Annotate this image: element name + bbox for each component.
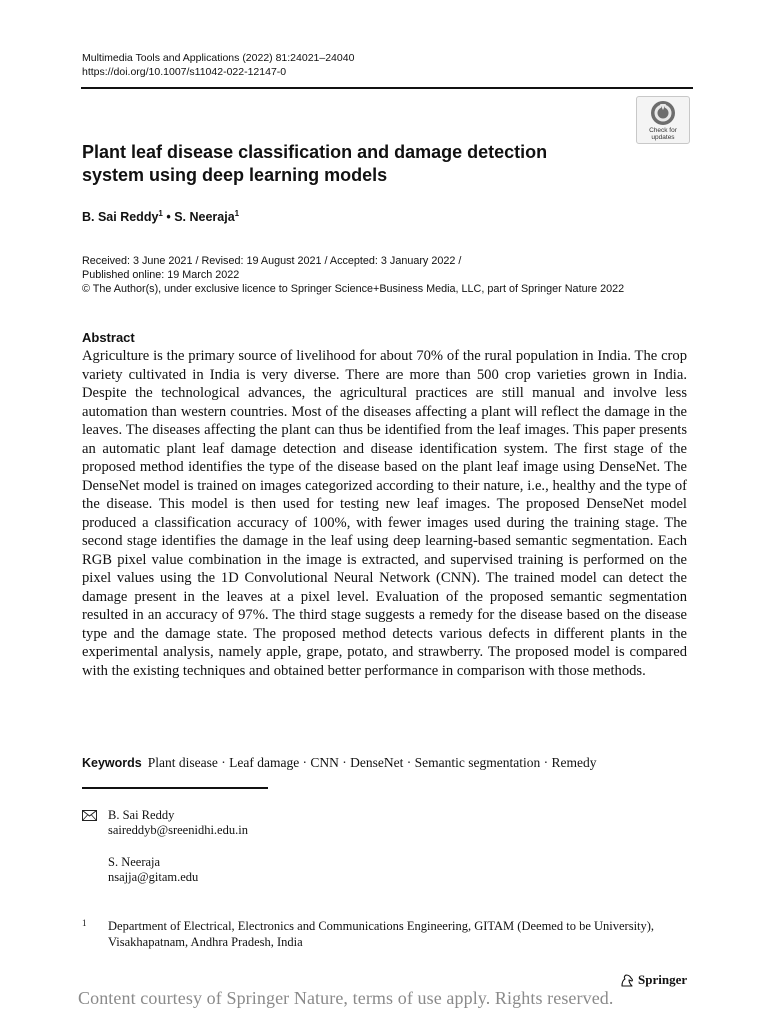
header-rule xyxy=(81,87,693,89)
check-for-updates-badge[interactable] xyxy=(636,96,690,144)
corresponding-contact xyxy=(108,855,198,885)
affiliation-marker: 1 xyxy=(234,208,240,218)
publisher-name: Springer xyxy=(638,972,688,987)
courtesy-notice: Content courtesy of Springer Nature, terms of use apply. Rights reserved. xyxy=(78,988,614,1008)
springer-horse-icon xyxy=(620,974,634,987)
author-line xyxy=(82,210,239,224)
contact-email[interactable]: nsajja@gitam.edu xyxy=(108,870,199,884)
contact-name: S. Neeraja xyxy=(108,855,161,869)
check-updates-label-2: updates xyxy=(651,134,675,141)
published-online-date: Published online: 19 March 2022 xyxy=(82,269,240,281)
author-separator: • xyxy=(162,210,175,224)
keywords-label: Keywords xyxy=(82,756,142,770)
copyright-notice: © The Author(s), under exclusive licence to Springer Science+Business Media, LLC, part of Springer Nature 2022 xyxy=(82,283,625,295)
history-dates: Received: 3 June 2021 / Revised: 19 August 2021 / Accepted: 3 January 2022 / xyxy=(82,255,462,267)
footnote-rule xyxy=(82,787,268,789)
publication-dates xyxy=(82,254,624,296)
springer-logo xyxy=(620,972,687,988)
contact-email[interactable]: saireddyb@sreenidhi.edu.in xyxy=(108,823,248,837)
journal-citation: Multimedia Tools and Applications (2022) 81:24021–24040 xyxy=(82,52,355,64)
journal-header xyxy=(82,51,354,79)
author-name[interactable]: B. Sai Reddy xyxy=(82,210,159,224)
keywords xyxy=(82,754,596,772)
check-updates-label-1: Check for xyxy=(649,127,677,134)
affiliation-marker: 1 xyxy=(158,208,163,218)
envelope-icon xyxy=(82,810,97,821)
abstract-heading: Abstract xyxy=(82,330,135,345)
keywords-list: Plant disease · Leaf damage · CNN · DenseNet · Semantic segmentation · Remedy xyxy=(147,755,597,770)
paper-title: Plant leaf disease classification and damage detection system using deep learning models xyxy=(82,142,548,185)
check-updates-icon xyxy=(650,100,676,126)
affiliation-text: Department of Electrical, Electronics and Communications Engineering, GITAM (Deemed to be University), Visakhapatnam, Andhra Pradesh, India xyxy=(108,919,655,949)
abstract-text: Agriculture is the primary source of livelihood for about 70% of the rural population in India. The crop variety cultivated in India is very diverse. There are more than 500 crop varieties grown in India. Despite the technological advances, the agricultural practices are still manual and involve less automation than western countries. Most of the diseases affecting a plant will reflect the damage in the leaves. The diseases affecting the plant can thus be identified from the leaf images. This paper presents an automatic plant leaf damage detection and disease identification system. The first stage of the proposed method identifies the type of the disease based on the plant leaf image using DenseNet. The DenseNet model is trained on images categorized according to their nature, i.e., healthy and the type of the disease. This model is then used for testing new leaf images. The proposed DenseNet model produced a classification accuracy of 100%, with fewer images used during the training stage. The second stage identifies the damage in the leaf using deep learning-based semantic segmentation. Each RGB pixel value combination in the image is extracted, and supervised training is performed on the pixel values using the 1D Convolutional Neural Network (CNN). The trained model can detect the damage present in the leaves at a pixel level. Evaluation of the proposed semantic segmentation resulted in an accuracy of 97%. The third stage suggests a remedy for the disease based on the disease type and the damage state. The proposed method detects various defects in different plants in the experimental analysis, namely apple, grape, potato, and strawberry. The proposed model is compared with the existing techniques and obtained better performance in comparison with those methods. xyxy=(82,348,687,679)
author-name[interactable]: S. Neeraja xyxy=(174,210,235,224)
affiliation-number: 1 xyxy=(82,918,87,928)
doi-link[interactable]: https://doi.org/10.1007/s11042-022-12147-0 xyxy=(82,66,287,78)
contact-name: B. Sai Reddy xyxy=(108,808,175,822)
corresponding-contact xyxy=(108,808,248,838)
